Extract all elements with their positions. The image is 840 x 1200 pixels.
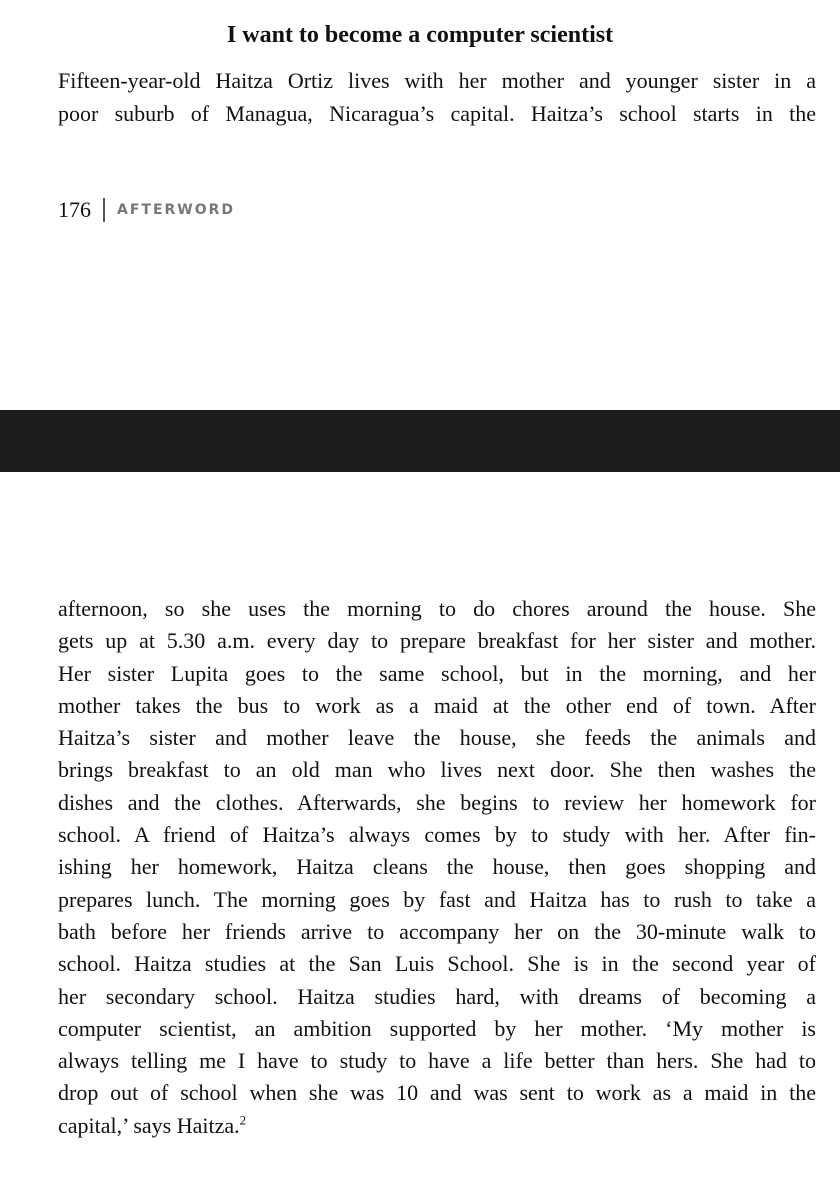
page-folio [58, 192, 235, 228]
text-line-content: capital,’ says Haitza. [58, 1112, 240, 1138]
text-line-last [58, 1110, 816, 1142]
section-heading: I want to become a computer scientist [226, 22, 614, 48]
text-line: poor suburb of Managua, Nicaragua’s capital. Haitza’s school starts in the [58, 101, 816, 126]
text-line: mother takes the bus to work as a maid at the other end of town. After [58, 692, 816, 718]
text-line: computer scientist, an ambition supported by her mother. ‘My mother is [58, 1015, 816, 1041]
folio-separator [103, 198, 105, 222]
page-break-bar [0, 410, 840, 472]
text-line: bath before her friends arrive to accompany her on the 30-minute walk to [58, 918, 816, 944]
text-line: brings breakfast to an old man who lives next door. She then washes the [58, 757, 816, 783]
text-line: school. A friend of Haitza’s always comes by to study with her. After fin- [58, 822, 816, 848]
page-number: 176 [58, 197, 91, 222]
paragraph-top [58, 64, 816, 130]
text-line: prepares lunch. The morning goes by fast and Haitza has to rush to take a [58, 886, 816, 912]
page-top-section [0, 0, 840, 410]
text-line: afternoon, so she uses the morning to do chores around the house. She [58, 596, 816, 621]
text-line: ishing her homework, Haitza cleans the house, then goes shopping and [58, 854, 816, 880]
text-line: school. Haitza studies at the San Luis School. She is in the second year of [58, 951, 816, 977]
text-line: her secondary school. Haitza studies hard, with dreams of becoming a [58, 983, 816, 1009]
text-line: drop out of school when she was 10 and was sent to work as a maid in the [58, 1080, 816, 1106]
text-line: Her sister Lupita goes to the same school, but in the morning, and her [58, 660, 816, 686]
text-line: always telling me I have to study to have a life better than hers. She had to [58, 1048, 816, 1074]
text-line: gets up at 5.30 a.m. every day to prepare breakfast for her sister and mother. [58, 628, 816, 654]
text-line: Haitza’s sister and mother leave the house, she feeds the animals and [58, 725, 816, 751]
footnote-marker[interactable]: 2 [239, 1112, 247, 1128]
paragraph-bottom [58, 593, 816, 1142]
text-line: dishes and the clothes. Afterwards, she begins to review her homework for [58, 789, 816, 815]
text-line: Fifteen-year-old Haitza Ortiz lives with her mother and younger sister in a [58, 68, 816, 93]
running-section-title: AFTERWORD [117, 202, 236, 218]
